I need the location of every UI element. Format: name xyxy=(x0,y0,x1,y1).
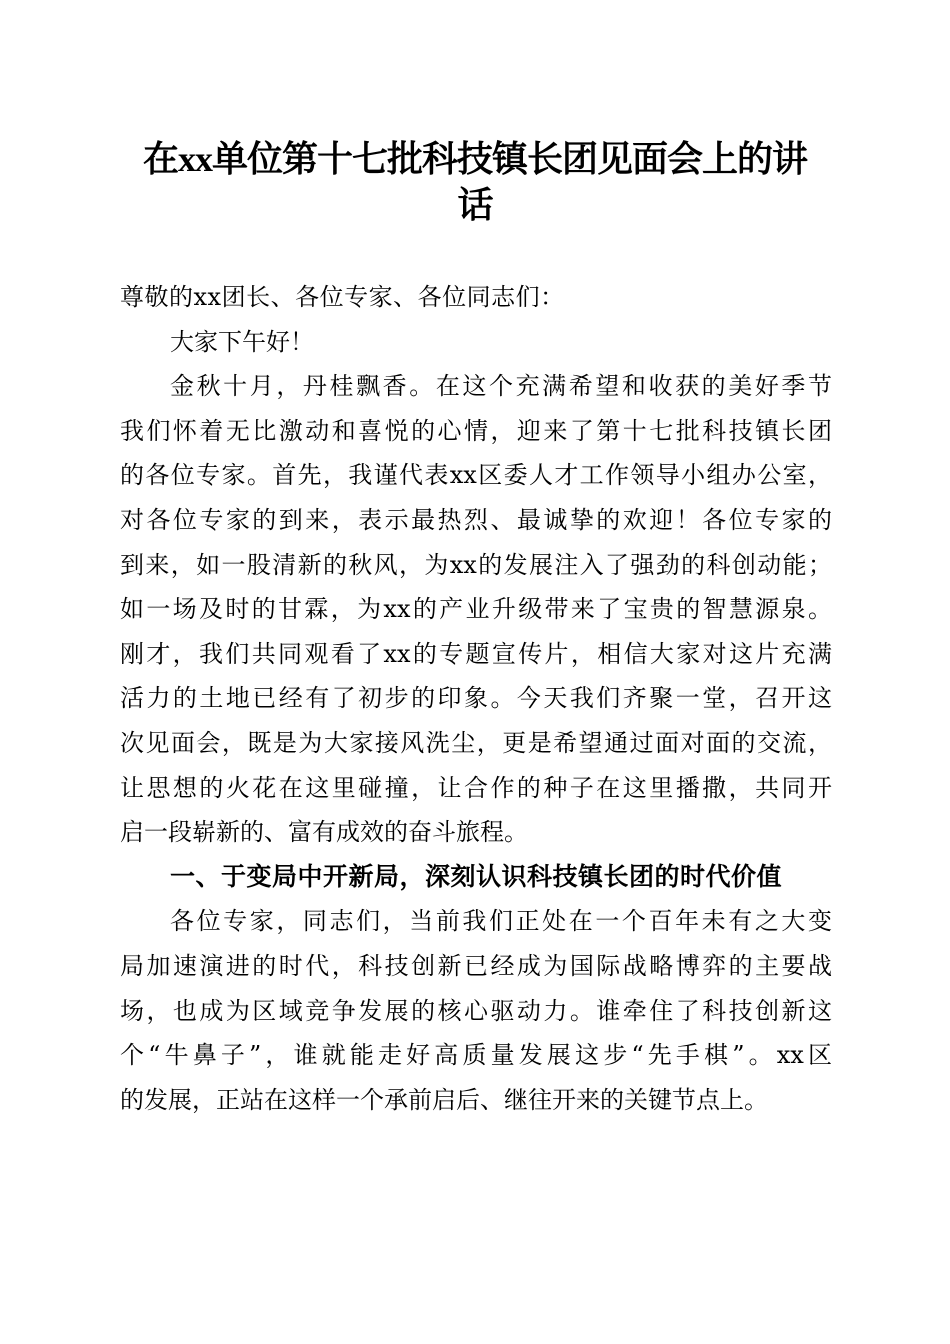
salutation xyxy=(120,275,832,320)
text-line: 的各位专家。首先，我谨代表xx区委人才工作领导小组办公室， xyxy=(120,461,832,490)
text-line: 局加速演进的时代，科技创新已经成为国际战略博弈的主要战 xyxy=(120,951,832,980)
text-line: 我们怀着无比激动和喜悦的心情，迎来了第十七批科技镇长团 xyxy=(120,416,832,445)
text-line: 启一段崭新的、富有成效的奋斗旅程。 xyxy=(120,818,528,847)
text-line: 尊敬的xx团长、各位专家、各位同志们： xyxy=(120,283,565,311)
paragraph xyxy=(120,364,832,855)
text-line: 场，也成为区域竞争发展的核心驱动力。谁牵住了科技创新这 xyxy=(120,996,832,1025)
text-line: 到来，如一股清新的秋风，为xx的发展注入了强劲的科创动能； xyxy=(120,550,832,579)
text-line: 个“牛鼻子”，谁就能走好高质量发展这步“先手棋”。xx区 xyxy=(120,1041,832,1070)
text-line: 一、于变局中开新局，深刻认识科技镇长团的时代价值 xyxy=(170,861,783,891)
text-line: 活力的土地已经有了初步的印象。今天我们齐聚一堂，召开这 xyxy=(120,684,832,713)
section-heading xyxy=(120,855,832,900)
text-line: 大家下午好！ xyxy=(170,327,314,356)
paragraph xyxy=(120,320,832,365)
text-line: 刚才，我们共同观看了xx的专题宣传片，相信大家对这片充满 xyxy=(120,639,832,668)
document-title xyxy=(110,136,840,228)
text-line: 对各位专家的到来，表示最热烈、最诚挚的欢迎！各位专家的 xyxy=(120,505,832,534)
text-line: 的发展，正站在这样一个承前启后、继往开来的关键节点上。 xyxy=(120,1085,768,1114)
text-line: 次见面会，既是为大家接风洗尘，更是希望通过面对面的交流， xyxy=(120,728,832,757)
document-body xyxy=(120,275,832,1122)
title-line: 话 xyxy=(457,185,493,225)
paragraph xyxy=(120,899,832,1122)
text-line: 金秋十月，丹桂飘香。在这个充满希望和收获的美好季节 xyxy=(170,372,832,401)
text-line: 各位专家，同志们，当前我们正处在一个百年未有之大变 xyxy=(170,907,832,936)
text-line: 如一场及时的甘霖，为xx的产业升级带来了宝贵的智慧源泉。 xyxy=(120,595,832,624)
text-line: 让思想的火花在这里碰撞，让合作的种子在这里播撒，共同开 xyxy=(120,773,832,802)
title-line: 在xx单位第十七批科技镇长团见面会上的讲 xyxy=(142,139,807,179)
